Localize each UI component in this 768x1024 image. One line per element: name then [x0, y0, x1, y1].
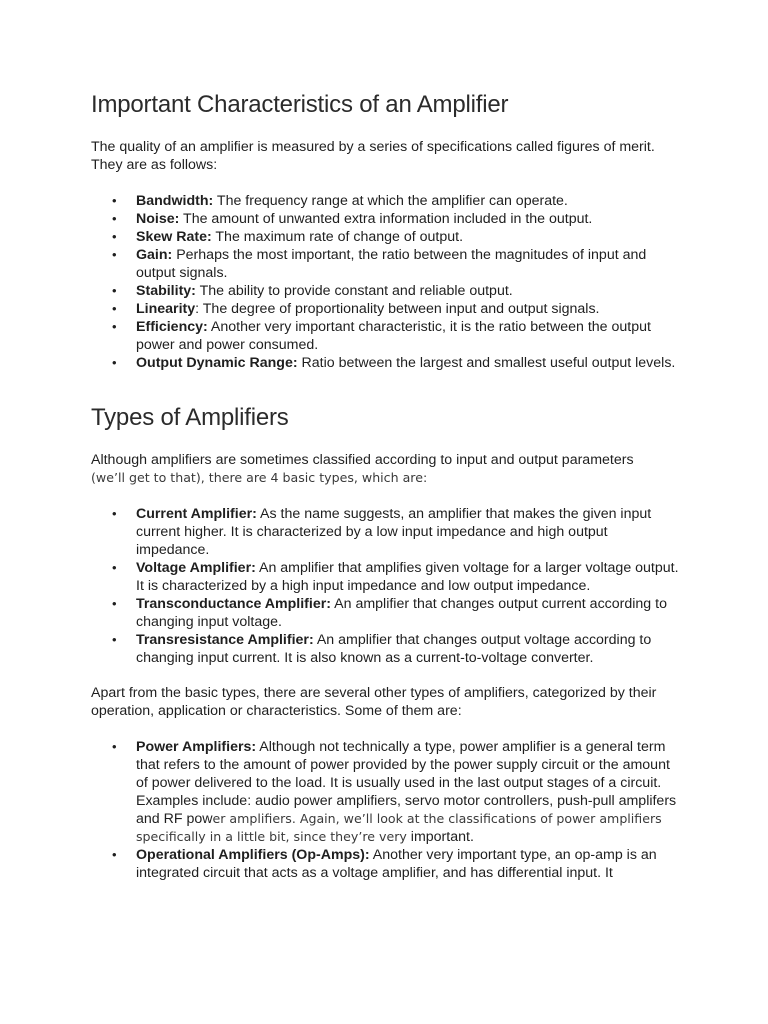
types-intro: [91, 451, 681, 487]
list-item: • Power Amplifiers: Although not technically a type, power amplifier is a general term that refers to the amount of power provided by the power supply circuit or the amount of power delivered to the load. It is usually used in the last output stages of a circuit. Examples include: audio power amplifiers, servo motor controllers, push-pull amplifers and RF power amplifiers. Again, we’ll look at the classifications of power amplifiers specifically in a little bit, since they’re very important.: [91, 738, 681, 846]
other-types-intro: Apart from the basic types, there are several other types of amplifiers, categorized by their operation, application or characteristics. Some of them are:: [91, 685, 657, 719]
list-item: • Current Amplifier: As the name suggests, an amplifier that makes the given input current higher. It is characterized by a low input impedance and high output impedance.: [91, 505, 681, 559]
list-item: • Bandwidth: The frequency range at which the amplifier can operate.: [91, 192, 681, 210]
list-item: • Transconductance Amplifier: An amplifier that changes output current according to changing input voltage.: [91, 595, 681, 631]
list-item: • Linearity: The degree of proportionality between input and output signals.: [91, 300, 681, 318]
characteristics-intro: The quality of an amplifier is measured by a series of specifications called figures of merit. They are as follows:: [91, 139, 655, 173]
list-item: • Voltage Amplifier: An amplifier that amplifies given voltage for a larger voltage output. It is characterized by a high input impedance and low output impedance.: [91, 559, 681, 595]
list-item: • Noise: The amount of unwanted extra information included in the output.: [91, 210, 681, 228]
other-types-list: [91, 738, 681, 882]
list-item: • Transresistance Amplifier: An amplifier that changes output voltage according to changing input current. It is also known as a current-to-voltage converter.: [91, 631, 681, 667]
list-item: • Output Dynamic Range: Ratio between the largest and smallest useful output levels.: [91, 354, 681, 372]
types-intro-line-1: Although amplifiers are sometimes classified according to input and output parameters: [91, 452, 634, 468]
list-item: • Operational Amplifiers (Op-Amps): Another very important type, an op-amp is an integrated circuit that acts as a voltage amplifier, and has differential input. It: [91, 846, 681, 882]
list-item: • Stability: The ability to provide constant and reliable output.: [91, 282, 681, 300]
basic-types-list: [91, 505, 681, 667]
list-item: • Skew Rate: The maximum rate of change of output.: [91, 228, 681, 246]
characteristics-list: [91, 192, 681, 372]
list-item: • Efficiency: Another very important characteristic, it is the ratio between the output power and power consumed.: [91, 318, 681, 354]
section-heading-types: Types of Amplifiers: [91, 404, 289, 431]
list-item: • Gain: Perhaps the most important, the ratio between the magnitudes of input and output signals.: [91, 246, 681, 282]
section-heading-characteristics: Important Characteristics of an Amplifier: [91, 91, 509, 118]
types-intro-line-2: (we’ll get to that), there are 4 basic types, which are:: [91, 470, 428, 485]
